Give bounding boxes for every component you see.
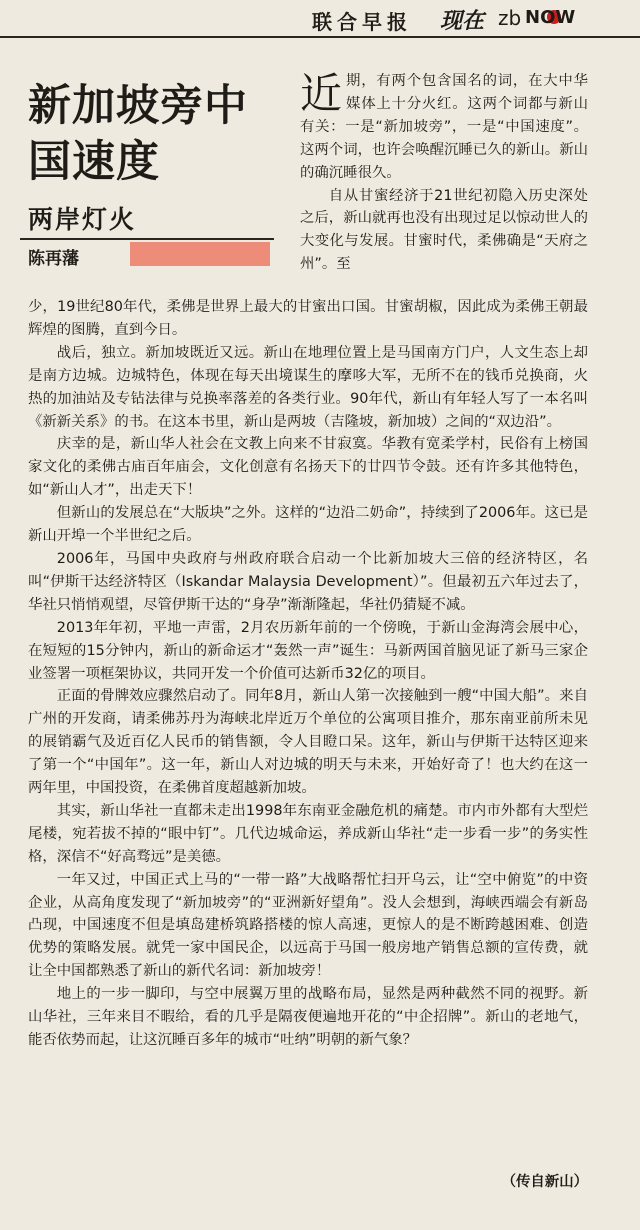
zb-logo-text: zb bbox=[498, 6, 522, 30]
intro-column bbox=[300, 70, 588, 276]
author-byline: 陈再藩 bbox=[28, 249, 79, 269]
now-logo-text: NOW bbox=[525, 7, 576, 28]
paragraph-2-start: 自从甘蜜经济于21世纪初隐入历史深处之后，新山就再也没有出现过足以惊动世人的大变化与发展。甘蜜时代，柔佛确是“天府之州”。至 bbox=[300, 187, 588, 273]
intro-paragraph: 期，有两个包含国名的词，在大中华媒体上十分火红。这两个词都与新山有关：一是“新加坡旁”，一是“中国速度”。这两个词，也许会唤醒沉睡已久的新山。新山的确沉睡很久。 bbox=[300, 73, 588, 181]
paragraph: 但新山的发展总在“大版块”之外。这样的“边沿二奶命”，持续到了2006年。这已是新山开埠一个半世纪之后。 bbox=[28, 505, 588, 545]
masthead bbox=[0, 0, 640, 38]
article-body bbox=[28, 296, 588, 1052]
column-name: 两岸灯火 bbox=[28, 205, 137, 234]
paragraph: 正面的骨牌效应骤然启动了。同年8月，新山人第一次接触到一艘“中国大船”。来自广州的开发商，请柔佛苏丹为海峡北岸近万个单位的公寓项目推介，那东南亚前所未见的展销霸气及近百亿人民币的销售额，令人目瞪口呆。这年，新山与伊斯干达特区迎来了第一个“中国年”。这一年，新山人对边城的明天与未来，开始好奇了！也大约在这一两年里，中国投资，在柔佛首度超越新加坡。 bbox=[28, 688, 588, 797]
paragraph: 地上的一步一脚印，与空中展翼万里的战略布局，显然是两种截然不同的视野。新山华社，三年来目不暇给，看的几乎是隔夜便遍地开花的“中企招牌”。新山的老地气，能否依势而起，让这沉睡百多年的城市“吐纳”明朝的新气象？ bbox=[28, 986, 588, 1048]
drop-cap: 近 bbox=[300, 69, 343, 118]
paragraph: 2006年，马国中央政府与州政府联合启动一个比新加坡大三倍的经济特区，名叫“伊斯干达经济特区（Iskandar Malaysia Development）”。但最初五六年过去了，华社只悄悄观望，尽管伊斯干达的“身孕”渐渐隆起，华社仍猜疑不减。 bbox=[28, 550, 588, 613]
paragraph: 2013年年初，平地一声雷，2月农历新年前的一个傍晚，于新山金海湾会展中心，在短短的15分钟内，新山的新命运才“轰然一声”诞生：马新两国首脑见证了新马三家企业签署一项框架协议，共同开发一个价值可达新币32亿的项目。 bbox=[28, 619, 588, 682]
redaction-block bbox=[130, 242, 270, 266]
section-name: 现在 bbox=[440, 8, 485, 34]
paper-name: 联合早报 bbox=[312, 10, 412, 34]
paragraph: 庆幸的是，新山华人社会在文教上向来不甘寂寞。华教有宽柔学村，民俗有上榜国家文化的柔佛古庙百年庙会，文化创意有名扬天下的廿四节令鼓。还有许多其他特色，如“新山人才”，出走天下！ bbox=[28, 436, 588, 499]
paragraph-2-end: 少，19世纪80年代，柔佛是世界上最大的甘蜜出口国。甘蜜胡椒，因此成为柔佛王朝最辉煌的图腾，直到今日。 bbox=[28, 299, 588, 338]
signoff: （传自新山） bbox=[501, 1174, 588, 1190]
article-headline: 新加坡旁中国速度 bbox=[28, 81, 248, 187]
paragraph: 其实，新山华社一直都未走出1998年东南亚金融危机的痛楚。市内市外都有大型烂尾楼，宛若拔不掉的“眼中钉”。几代边城命运，养成新山华社“走一步看一步”的务实性格，深信不“好高骛远”是美德。 bbox=[28, 802, 588, 865]
paragraph: 一年又过，中国正式上马的“一带一路”大战略帮忙扫开乌云，让“空中俯览”的中资企业，从高角度发现了“新加坡旁”的“亚洲新好望角”。没人会想到，海峡西端会有新岛凸现，中国速度不但是填岛建桥筑路搭楼的惊人高速，更惊人的是不断跨越困难、创造优势的策略发展。就凭一家中国民企，以远高于马国一般房地产销售总额的宣传费，就让全中国都熟悉了新山的新代名词：新加坡旁！ bbox=[28, 871, 588, 980]
paragraph: 战后，独立。新加坡既近又远。新山在地理位置上是马国南方门户，人文生态上却是南方边城。边城特色，体现在每天出境谋生的摩哆大军，无所不在的钱币兑换商，火热的加油站及专钻法律与兑换率落差的各类行业。90年代，新山有年轻人写了一本名叫《新新关系》的书。在这本书里，新山是两坡（吉隆坡，新加坡）之间的“双边沿”。 bbox=[28, 344, 588, 430]
byline-rule bbox=[20, 238, 274, 240]
